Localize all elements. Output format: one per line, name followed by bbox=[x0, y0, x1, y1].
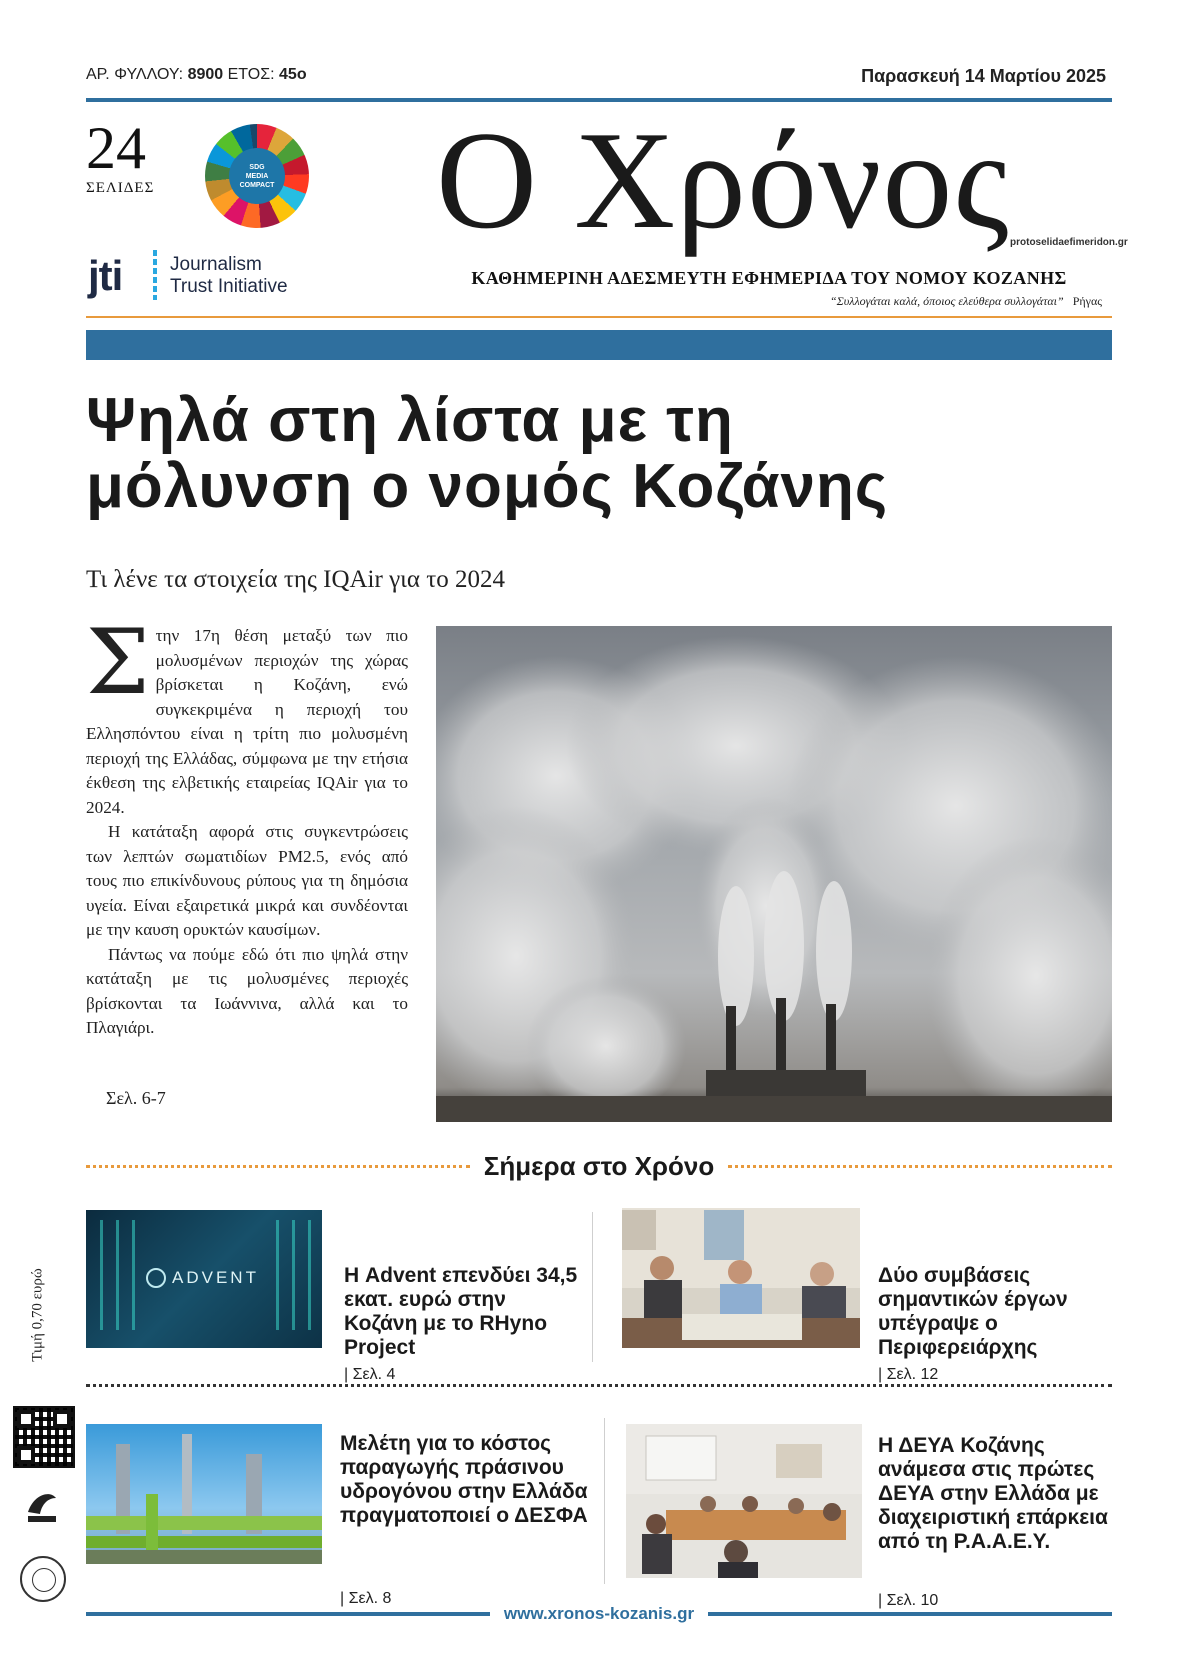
masthead-rule bbox=[86, 316, 1112, 318]
power-plant-smoke-photo bbox=[436, 626, 1112, 1122]
price-label: Τιμή 0,70 ευρώ bbox=[29, 1268, 46, 1362]
lead-article bbox=[86, 610, 408, 1041]
section-dots-left bbox=[86, 1165, 470, 1168]
motto-quote: “Συλλογάται καλά, όποιος ελεύθερα συλλογάται” bbox=[829, 294, 1064, 308]
conference-room-graphic bbox=[626, 1424, 862, 1578]
top-rule bbox=[86, 98, 1112, 102]
pages-label: ΣΕΛΙΔΕΣ bbox=[86, 180, 155, 196]
teaser-page-deya[interactable]: | Σελ. 10 bbox=[878, 1592, 939, 1609]
lead-page-ref[interactable]: Σελ. 6-7 bbox=[106, 1088, 166, 1108]
issue-number: 8900 bbox=[187, 66, 224, 83]
drop-cap: Σ bbox=[86, 610, 150, 715]
teaser-page-advent[interactable]: | Σελ. 4 bbox=[344, 1366, 396, 1383]
teaser-headline-deya[interactable]: Η ΔΕΥΑ Κοζάνης ανάμεσα στις πρώτες ΔΕΥΑ στην Ελλάδα με διαχειριστική επάρκεια από τη Ρ.Α.Α.Ε.Υ. bbox=[878, 1434, 1108, 1553]
newspaper-title: Ο Χρόνος bbox=[436, 103, 1010, 258]
sdg-logo-center: SDG MEDIA COMPACT bbox=[229, 148, 285, 204]
hydrogen-plant-thumbnail[interactable] bbox=[86, 1424, 322, 1564]
article-paragraph: Στην 17η θέση μεταξύ των πιο μολυσμένων περιοχών της χώρας βρίσκεται η Κοζάνη, ενώ συγκεκριμένα η περιοχή του Ελλησπόντου είναι η τρίτη πιο μολυσμένη περιοχή της Ελλάδας, σύμφωνα με την ετήσια έκθεση της ελβετικής εταιρείας IQAir για το 2024. bbox=[86, 610, 408, 817]
column-divider bbox=[604, 1418, 605, 1584]
power-plant-illustration bbox=[436, 626, 1112, 1122]
teaser-row-divider bbox=[86, 1384, 1112, 1387]
footer bbox=[86, 1604, 1112, 1624]
teaser-page-contracts[interactable]: | Σελ. 12 bbox=[878, 1366, 939, 1383]
advent-wordmark: ADVENT bbox=[172, 1268, 259, 1287]
pages-count: 24 bbox=[86, 115, 146, 181]
hydrogen-pipes-graphic bbox=[86, 1424, 322, 1564]
section-title: Σήμερα στο Χρόνο bbox=[483, 1150, 715, 1181]
column-divider bbox=[592, 1212, 593, 1362]
teaser-headline-contracts[interactable]: Δύο συμβάσεις σημαντικών έργων υπέγραψε ο Περιφερειάρχης bbox=[878, 1264, 1068, 1359]
publisher-seal-icon bbox=[20, 1556, 66, 1602]
lead-deck: Τι λένε τα στοιχεία της IQAir για το 2024 bbox=[86, 566, 505, 593]
jti-wordmark: Journalism Trust Initiative bbox=[170, 254, 288, 297]
sdg-media-compact-logo bbox=[205, 124, 309, 228]
meeting-table-graphic bbox=[622, 1208, 860, 1348]
teaser-headline-advent[interactable]: Η Advent επενδύει 34,5 εκατ. ευρώ στην Κοζάνη με το RHyno Project bbox=[344, 1264, 578, 1359]
qr-code-icon[interactable] bbox=[13, 1406, 75, 1468]
footer-rule-right bbox=[708, 1612, 1112, 1616]
section-header bbox=[86, 1148, 1112, 1184]
year-number: 45ο bbox=[279, 66, 307, 83]
lead-headline[interactable]: Ψηλά στη λίστα με τη μόλυνση ο νομός Κοζάνης bbox=[86, 386, 889, 521]
deya-meeting-photo[interactable] bbox=[626, 1424, 862, 1578]
jti-logo: jti bbox=[88, 252, 123, 299]
advent-thumbnail[interactable] bbox=[86, 1210, 322, 1348]
teaser-page-desfa[interactable]: | Σελ. 8 bbox=[340, 1590, 392, 1607]
footer-rule-left bbox=[86, 1612, 490, 1616]
elta-postal-logo-icon bbox=[24, 1484, 60, 1524]
website-link[interactable]: www.xronos-kozanis.gr bbox=[503, 1604, 695, 1623]
newspaper-subtitle: ΚΑΘΗΜΕΡΙΝΗ ΑΔΕΣΜΕΥΤΗ ΕΦΗΜΕΡΙΔΑ ΤΟΥ ΝΟΜΟΥ ΚΟΖΑΝΗΣ bbox=[471, 268, 1067, 288]
issue-date: Παρασκευή 14 Μαρτίου 2025 bbox=[861, 66, 1106, 86]
signing-photo[interactable] bbox=[622, 1208, 860, 1348]
watermark-site: protoselidaefimeridon.gr bbox=[1010, 237, 1128, 248]
motto bbox=[720, 294, 1102, 309]
issue-info: ΑΡ. ΦΥΛΛΟΥ: 8900 ΕΤΟΣ: 45ο bbox=[86, 66, 307, 83]
jti-logo-bar bbox=[153, 250, 157, 300]
teaser-headline-desfa[interactable]: Μελέτη για το κόστος παραγωγής πράσινου υδρογόνου στην Ελλάδα πραγματοποιεί ο ΔΕΣΦΑ bbox=[340, 1432, 588, 1527]
section-dots-right bbox=[728, 1165, 1112, 1168]
article-paragraph: Πάντως να πούμε εδώ ότι πιο ψηλά στην κατάταξη με τις μολυσμένες περιοχές βρίσκονται τα Ιωάννινα, αλλά και το Πλαγιάρι. bbox=[86, 944, 408, 1037]
blue-band bbox=[86, 330, 1112, 360]
article-paragraph: Η κατάταξη αφορά στις συγκεντρώσεις των λεπτών σωματιδίων PM2.5, ενός από τους πιο επικίνδυνους ρύπους για τη δημόσια υγεία. Είναι εξαιρετικά μικρά και συνδέονται με την καυση ορυκτών καυσίμων. bbox=[86, 822, 408, 939]
motto-author: Ρήγας bbox=[1072, 294, 1102, 308]
